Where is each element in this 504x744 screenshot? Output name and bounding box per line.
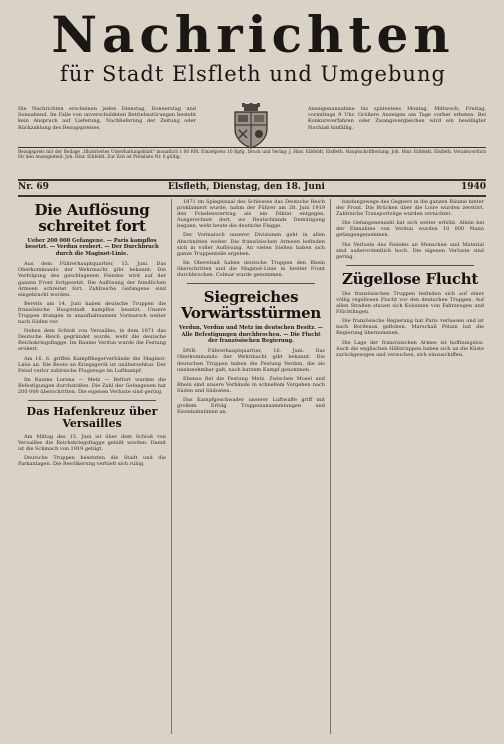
article-paragraph: Die Lage der französischen Armee ist hoffnungslos. Auch die englischen Hilfstruppen haben sich an die Küste zurückgezogen und versuchen, sich einzuschiffen. bbox=[336, 339, 484, 358]
coat-of-arms-icon bbox=[229, 103, 273, 149]
article-headline: Das Hafenkreuz über Versailles bbox=[26, 405, 158, 431]
divider bbox=[28, 400, 156, 401]
article-paragraph: Aus dem Führerhauptquartier, 15. Juni. Das Oberkommando der Wehrmacht gibt bekannt: Die Verfolgung des geschlagenen Feindes wird auf der ganzen Front fortgesetzt. Die Auflösung der feindlichen Armeen schreitet fort. Zahlreiche Gefangene sind eingebracht worden. bbox=[18, 261, 166, 298]
masthead bbox=[18, 6, 488, 104]
column-divider bbox=[171, 199, 172, 734]
article-paragraph: Der Vormarsch unserer Divisionen geht in allen Abschnitten weiter. Die französischen Armeen befinden sich in voller Auflösung. An vielen Stellen haben sich ganze Truppenteile ergeben. bbox=[177, 232, 325, 257]
business-info: Bezugspreis mit der Beilage „Illustriertes Unterhaltungsblatt" monatlich 1.00 RM. Einzelpreis 10 Rpfg. Druck und Verlag: J. Hinr. Eißfeldt, Elsfleth. Hauptschriftleitung: Joh. Hinr. Eißfeldt, Elsfleth. Verantwortlich für den Anzeigenteil: Joh. Hinr. Eißfeldt. Zur Zeit ist Preisliste Nr. 6 gültig. bbox=[18, 150, 486, 161]
article-paragraph: Die Gefangenenzahl hat sich weiter erhöht. Allein bei der Einnahme von Verdun wurden 10 000 Mann gefangengenommen. bbox=[336, 220, 484, 239]
article-paragraph: Das Kampfgeschwader unserer Luftwaffe griff mit großem Erfolg Truppenansammlungen und Eisenbahnlinien an. bbox=[177, 397, 325, 416]
article-paragraph: Am 16. 6. griffen Kampffliegerverbände die Maginot-Linie an. Die Beute an Kriegsgerät ist unübersehbar. Der Feind verlor zahlreiche Flugzeuge im Luftkampf. bbox=[18, 355, 166, 374]
newspaper-subtitle: für Stadt Elsfleth und Umgebung bbox=[60, 62, 446, 86]
article-paragraph: Die französischen Truppen befinden sich auf einer völlig regellosen Flucht vor den deutschen Truppen. Auf allen Straßen stauen sich Kolonnen von Fahrzeugen und Flüchtlingen. bbox=[336, 290, 484, 316]
year: 1940 bbox=[460, 182, 486, 192]
article-lead: Ueber 200 000 Gefangene. — Paris kampflos besetzt. — Verdun erobert. — Der Durchbruch durch die Maginot-Linie. bbox=[25, 238, 159, 257]
article-paragraph: DNB. Führerhauptquartier, 16. Juni. Das Oberkommando der Wehrmacht gibt bekannt: Die deutschen Truppen haben die Festung Verdun, die als uneinnehmbar galt, nach kurzem Kampf genommen. bbox=[177, 348, 325, 373]
article-headline: Die Auflösung schreitet fort bbox=[34, 201, 150, 235]
advertising-notice: Anzeigenannahme bis spätestens Montag, Mittwoch, Freitag, vormittags 9 Uhr. Größere Anzeigen am Tage vorher erbeten. Bei Konkursverfahren oder Zwangsvergleichen wird ein bewilligter Nachlaß hinfällig. bbox=[308, 106, 486, 131]
article-paragraph: 1871 im Spiegelsaal des Schlosses das Deutsche Reich proklamiert wurde, nahm der Führer am 28. Juni 1919 den Friedensvertrag als ein Diktat entgegen. Ausgerechnet dort, wo Deutschlands Demütigung begann, weht heute die deutsche Flagge. bbox=[177, 199, 325, 230]
column-1 bbox=[18, 199, 166, 734]
article-paragraph: Am Mittag des 15. Juni ist über dem Schloß von Versailles die Reichskriegsflagge gehißt worden. Damit ist die Schmach von 1919 getilgt. bbox=[18, 434, 166, 453]
divider bbox=[18, 195, 486, 197]
article-paragraph: Die Verluste des Feindes an Menschen und Material sind außerordentlich hoch. Die eigenen Verluste sind gering. bbox=[336, 241, 484, 260]
article-lead: Verdun, Verdun und Metz im deutschen Besitz. — Alle Befestigungen durchbrochen. — Die Flucht der französischen Regierung. bbox=[179, 325, 323, 344]
article-paragraph: Im Oberelsaß haben deutsche Truppen den Rhein überschritten und die Maginot-Linie in breiter Front durchbrochen. Colmar wurde genommen. bbox=[177, 259, 325, 279]
place-and-date: Elsfleth, Dienstag, den 18. Juni bbox=[168, 182, 325, 192]
article-headline: Zügellose Flucht bbox=[342, 269, 478, 288]
article-paragraph: Ebenso fiel die Festung Metz. Zwischen Mosel und Rhein sind unsere Verbände in schnellem Vorgehen nach Süden und Südosten. bbox=[177, 375, 325, 394]
dateline bbox=[18, 181, 486, 195]
delivery-notice: Die Nachrichten erscheinen jeden Dienstag, Donnerstag und Sonnabend. Im Falle von unverschuldeten Betriebsstörungen besteht kein Anspruch auf Lieferung, Nachlieferung der Zeitung oder Rückzahlung des Bezugspreises. bbox=[18, 106, 196, 131]
divider bbox=[187, 283, 315, 284]
divider bbox=[346, 265, 474, 266]
article-paragraph: Bereits am 14. Juni haben deutsche Truppen die französische Hauptstadt kampflos besetzt. Unsere Truppen drangen in unaufhaltsamem Vormarsch weiter nach Süden vor. bbox=[18, 300, 166, 326]
divider bbox=[18, 147, 486, 148]
column-3 bbox=[336, 199, 484, 734]
newspaper-title: Nachrichten bbox=[51, 5, 455, 64]
article-headline: Siegreiches Vorwärtsstürmen bbox=[180, 288, 322, 323]
article-paragraph: Im Raume Lorena — Metz — Belfort wurden die Befestigungen durchstoßen. Die Zahl der Gefangenen hat 200 000 überschritten. Die eigenen Verluste sind gering. bbox=[18, 376, 166, 395]
issue-number: Nr. 69 bbox=[18, 182, 49, 192]
article-paragraph: Deutsche Truppen besetzten die Stadt und die Parkanlagen. Die Bevölkerung verhielt sich ruhig. bbox=[18, 455, 166, 468]
article-paragraph: Neben dem Schloß von Versailles, in dem 1871 das Deutsche Reich gegründet wurde, weht die deutsche Reichskriegsflagge. Im Raume Verdun wurde die Festung erobert. bbox=[18, 328, 166, 353]
column-2 bbox=[177, 199, 325, 734]
column-divider bbox=[330, 199, 331, 734]
article-paragraph: bindungswege des Gegners in die ganzen Räume hinter der Front. Die Brücken über die Loire wurden zerstört. Zahlreiche Transportzüge wurden vernichtet. bbox=[336, 199, 484, 218]
article-paragraph: Die französische Regierung hat Paris verlassen und ist nach Bordeaux geflohen. Marschall Pétain hat die Regierung übernommen. bbox=[336, 318, 484, 337]
